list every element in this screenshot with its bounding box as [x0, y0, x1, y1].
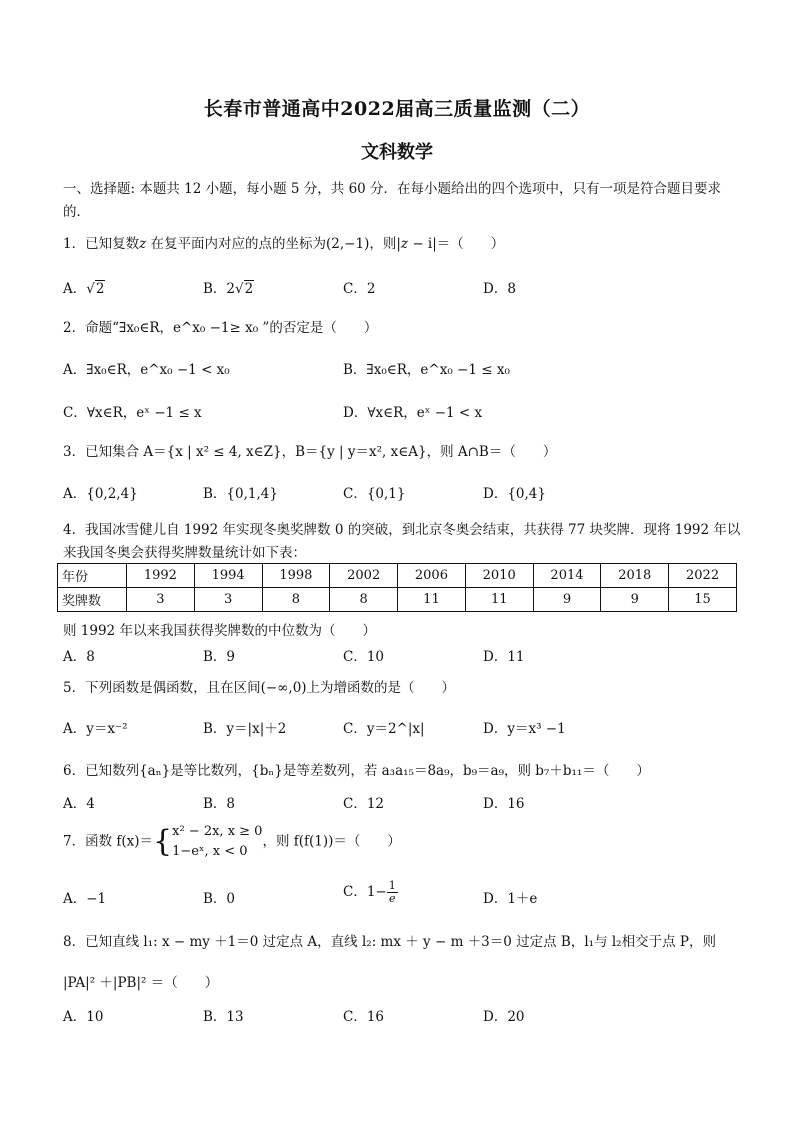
row-label-medals: 奖牌数 [58, 588, 127, 612]
q8-stem-line1: 8．已知直线 l₁: x − my ＋1＝0 过定点 A，直线 l₂: mx ＋ y − m ＋3＝0 过定点 B，l₁与 l₂相交于点 P，则 [63, 934, 716, 950]
q6-stem: 6．已知数列{aₙ}是等比数列，{bₙ}是等差数列，若 a₃a₁₅＝8a₉，b₉＝a₉，则 b₇＋b₁₁＝（ ） [63, 763, 650, 779]
medal-cell: 9 [601, 588, 669, 612]
q2-options-row1 [63, 358, 743, 378]
q7-options [63, 879, 743, 907]
q8-option-d: D．20 [483, 1009, 525, 1025]
q2-stem: 2．命题“∃x₀∈R，e^x₀ −1≥ x₀ ”的否定是（ ） [63, 320, 378, 336]
table-row-medals [58, 588, 737, 612]
q2-option-c: C．∀x∈R，eˣ −1 ≤ x [63, 405, 202, 421]
q3-option-c: C．{0,1} [343, 486, 406, 502]
q4-question: 则 1992 年以来我国获得奖牌数的中位数为（ ） [63, 623, 376, 639]
q1-options [63, 277, 743, 297]
q2-option-d: D．∀x∈R，eˣ −1 < x [343, 405, 483, 421]
q2-option-b: B．∃x₀∈R，e^x₀ −1 ≤ x₀ [343, 362, 510, 378]
medal-cell: 8 [330, 588, 398, 612]
q7-option-b: B．0 [203, 891, 236, 907]
q4-options [63, 645, 743, 665]
q4-stem-line1: 4．我国冰雪健儿自 1992 年实现冬奥奖牌数 0 的突破，到北京冬奥会结束，共获得 77 块奖牌．现将 1992 年以 [63, 522, 741, 538]
q4-option-a: A．8 [63, 649, 95, 665]
q5-option-a: A．y＝x⁻² [63, 721, 128, 737]
q7-stem-a: 7．函数 f(x)＝ [63, 833, 154, 850]
q7-stem [63, 822, 401, 862]
page-subtitle: 文科数学 [361, 142, 433, 163]
q7-brace: { [153, 824, 173, 859]
q1-option-c: C．2 [343, 281, 376, 297]
q5-option-c: C．y＝2^|x| [343, 721, 425, 737]
q7-option-d: D．1＋e [483, 891, 538, 907]
q2-options-row2 [63, 401, 743, 421]
q8-options [63, 1005, 743, 1025]
q3-options [63, 482, 743, 502]
q3-option-b: B．{0,1,4} [203, 486, 278, 502]
year-cell: 2006 [398, 564, 466, 588]
q8-option-b: B．13 [203, 1009, 244, 1025]
year-cell: 2014 [533, 564, 601, 588]
table-row-years [58, 564, 737, 588]
medal-cell: 15 [669, 588, 737, 612]
q1-var-z: z [139, 236, 147, 252]
medal-table [57, 563, 737, 612]
q3-option-d: D．{0,4} [483, 486, 546, 502]
medal-cell: 8 [262, 588, 330, 612]
q8-option-a: A．10 [63, 1009, 104, 1025]
q2-option-a: A．∃x₀∈R，e^x₀ −1 < x₀ [63, 362, 230, 378]
q5-option-b: B．y＝|x|＋2 [203, 721, 287, 737]
year-cell: 2022 [669, 564, 737, 588]
q1-stem-b: 在复平面内对应的点的坐标为 [150, 236, 327, 252]
year-cell: 1994 [194, 564, 262, 588]
q1-option-b: B．2√2 [203, 281, 254, 297]
page-title: 长春市普通高中2022届高三质量监测（二） [203, 98, 591, 120]
q8-stem-line2: |PA|² ＋|PB|² ＝（ ） [63, 975, 219, 991]
medal-cell: 9 [533, 588, 601, 612]
q7-cases [172, 822, 262, 862]
year-cell: 2002 [330, 564, 398, 588]
q1-stem-c: ，则 [369, 236, 397, 252]
medal-cell: 3 [194, 588, 262, 612]
q4-option-d: D．11 [483, 649, 525, 665]
q4-stem-line2: 来我国冬奥会获得奖牌数量统计如下表： [63, 545, 306, 561]
q3-option-a: A．{0,2,4} [63, 486, 138, 502]
row-label-year: 年份 [58, 564, 127, 588]
medal-cell: 11 [398, 588, 466, 612]
q7-case1: x² − 2x, x ≥ 0 [172, 824, 263, 839]
q5-option-d: D．y＝x³ −1 [483, 721, 566, 737]
medal-cell: 11 [465, 588, 533, 612]
q5-stem: 5．下列函数是偶函数，且在区间(−∞,0)上为增函数的是（ ） [63, 680, 456, 696]
year-cell: 2010 [465, 564, 533, 588]
q1-option-a: A．√2 [63, 281, 105, 297]
q4-option-b: B．9 [203, 649, 236, 665]
q7-option-c: C．1− $\frac{1}{e}$ [343, 879, 396, 905]
year-cell: 2018 [601, 564, 669, 588]
q6-option-d: D．16 [483, 796, 525, 812]
q1-option-d: D．8 [483, 281, 516, 297]
section-intro-line1: 一、选择题: 本题共 12 小题，每小题 5 分，共 60 分．在每小题给出的四个选项中，只有一项是符合题目要求 [63, 181, 722, 197]
q1-stem: 1．已知复数z 在复平面内对应的点的坐标为(2,−1)，则|z − i|＝（ ） [63, 236, 505, 252]
medal-cell: 3 [127, 588, 195, 612]
section-intro-line2: 的． [63, 204, 90, 220]
q7-stem-b: ，则 f(f(1))＝（ ） [262, 833, 401, 850]
q7-case2: 1−eˣ, x < 0 [172, 844, 248, 859]
q6-option-a: A．4 [63, 796, 95, 812]
q8-option-c: C．16 [343, 1009, 385, 1025]
q1-stem-a: 1．已知复数 [63, 236, 140, 252]
q4-option-c: C．10 [343, 649, 385, 665]
year-cell: 1998 [262, 564, 330, 588]
year-cell: 1992 [127, 564, 195, 588]
q1-point: (2,−1) [326, 236, 370, 252]
q3-stem: 3．已知集合 A＝{x | x² ≤ 4, x∈Z}，B＝{y | y＝x², x∈A}，则 A∩B＝（ ） [63, 444, 557, 460]
q6-options [63, 792, 743, 812]
q5-options [63, 717, 743, 737]
q7-option-a: A．−1 [63, 891, 107, 907]
q1-stem-d: ＝（ ） [436, 236, 505, 252]
q6-option-c: C．12 [343, 796, 385, 812]
q7-fraction: $\frac{1}{e}$ [388, 879, 396, 905]
q6-option-b: B．8 [203, 796, 236, 812]
